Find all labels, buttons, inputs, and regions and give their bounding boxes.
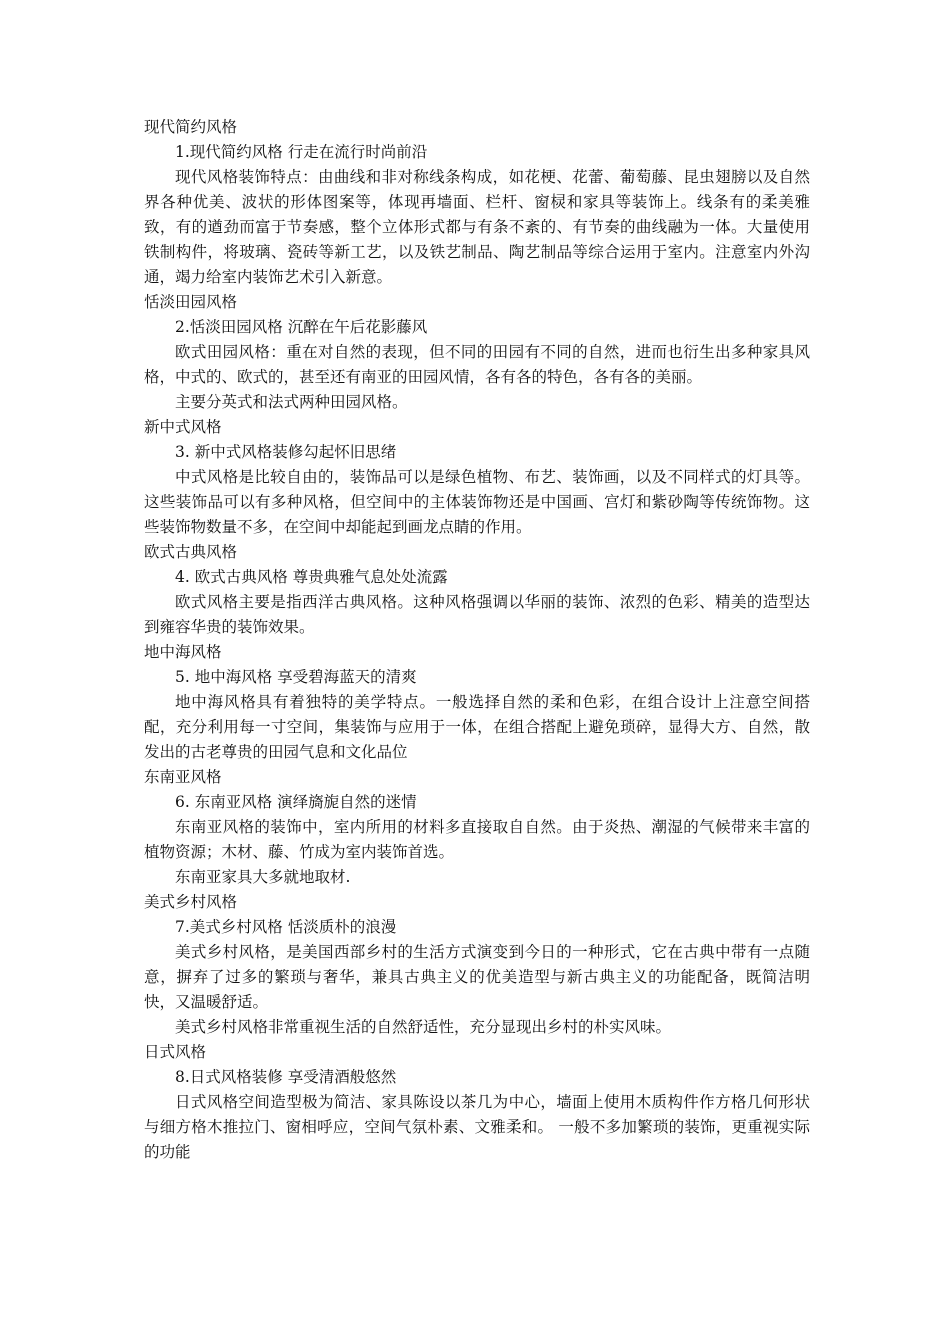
paragraph: 欧式田园风格：重在对自然的表现，但不同的田园有不同的自然，进而也衍生出多种家具风格，中式的、欧式的，甚至还有南亚的田园风情，各有各的特色，各有各的美丽。 bbox=[144, 343, 810, 386]
section-heading: 3. 新中式风格装修勾起怀旧思绪 bbox=[175, 443, 397, 461]
section-heading: 1.现代简约风格 行走在流行时尚前沿 bbox=[175, 143, 428, 161]
section-title: 日式风格 bbox=[144, 1043, 207, 1061]
paragraph: 欧式风格主要是指西洋古典风格。这种风格强调以华丽的装饰、浓烈的色彩、精美的造型达到雍容华贵的装饰效果。 bbox=[144, 593, 810, 636]
paragraph: 主要分英式和法式两种田园风格。 bbox=[175, 393, 408, 411]
section-title: 欧式古典风格 bbox=[144, 543, 238, 561]
section-title: 美式乡村风格 bbox=[144, 893, 238, 911]
section-title: 现代简约风格 bbox=[144, 118, 238, 136]
section-title: 恬淡田园风格 bbox=[144, 293, 238, 311]
paragraph: 日式风格空间造型极为简洁、家具陈设以茶几为中心，墙面上使用木质构件作方格几何形状与细方格木推拉门、窗相呼应，空间气氛朴素、文雅柔和。 一般不多加繁琐的装饰，更重视实际的功能 bbox=[144, 1093, 810, 1161]
section-heading: 7.美式乡村风格 恬淡质朴的浪漫 bbox=[175, 918, 397, 936]
paragraph: 美式乡村风格非常重视生活的自然舒适性，充分显现出乡村的朴实风味。 bbox=[175, 1018, 672, 1036]
paragraph: 美式乡村风格，是美国西部乡村的生活方式演变到今日的一种形式，它在古典中带有一点随意，摒弃了过多的繁琐与奢华，兼具古典主义的优美造型与新古典主义的功能配备，既简洁明快，又温暖舒适。 bbox=[144, 943, 810, 1011]
section-heading: 8.日式风格装修 享受清酒般悠然 bbox=[175, 1068, 397, 1086]
paragraph: 地中海风格具有着独特的美学特点。一般选择自然的柔和色彩，在组合设计上注意空间搭配，充分利用每一寸空间，集装饰与应用于一体，在组合搭配上避免琐碎，显得大方、自然，散发出的古老尊贵的田园气息和文化品位 bbox=[144, 693, 810, 761]
document-body bbox=[144, 115, 810, 1165]
paragraph: 东南亚风格的装饰中，室内所用的材料多直接取自自然。由于炎热、潮湿的气候带来丰富的植物资源；木材、藤、竹成为室内装饰首选。 bbox=[144, 818, 810, 861]
paragraph: 现代风格装饰特点：由曲线和非对称线条构成，如花梗、花蕾、葡萄藤、昆虫翅膀以及自然界各种优美、波状的形体图案等，体现再墙面、栏杆、窗棂和家具等装饰上。线条有的柔美雅致，有的遒劲而富于节奏感，整个立体形式都与有条不紊的、有节奏的曲线融为一体。大量使用铁制构件，将玻璃、瓷砖等新工艺，以及铁艺制品、陶艺制品等综合运用于室内。注意室内外沟通，竭力给室内装饰艺术引入新意。 bbox=[144, 168, 810, 286]
section-title: 地中海风格 bbox=[144, 643, 222, 661]
paragraph: 中式风格是比较自由的，装饰品可以是绿色植物、布艺、装饰画，以及不同样式的灯具等。这些装饰品可以有多种风格，但空间中的主体装饰物还是中国画、宫灯和紫砂陶等传统饰物。这些装饰物数量不多，在空间中却能起到画龙点睛的作用。 bbox=[144, 468, 810, 536]
section-title: 新中式风格 bbox=[144, 418, 222, 436]
section-heading: 2.恬淡田园风格 沉醉在午后花影藤风 bbox=[175, 318, 428, 336]
section-title: 东南亚风格 bbox=[144, 768, 222, 786]
section-heading: 5. 地中海风格 享受碧海蓝天的清爽 bbox=[175, 668, 417, 686]
section-heading: 6. 东南亚风格 演绎旖旎自然的迷情 bbox=[175, 793, 417, 811]
paragraph: 东南亚家具大多就地取材. bbox=[175, 868, 351, 886]
section-heading: 4. 欧式古典风格 尊贵典雅气息处处流露 bbox=[175, 568, 448, 586]
